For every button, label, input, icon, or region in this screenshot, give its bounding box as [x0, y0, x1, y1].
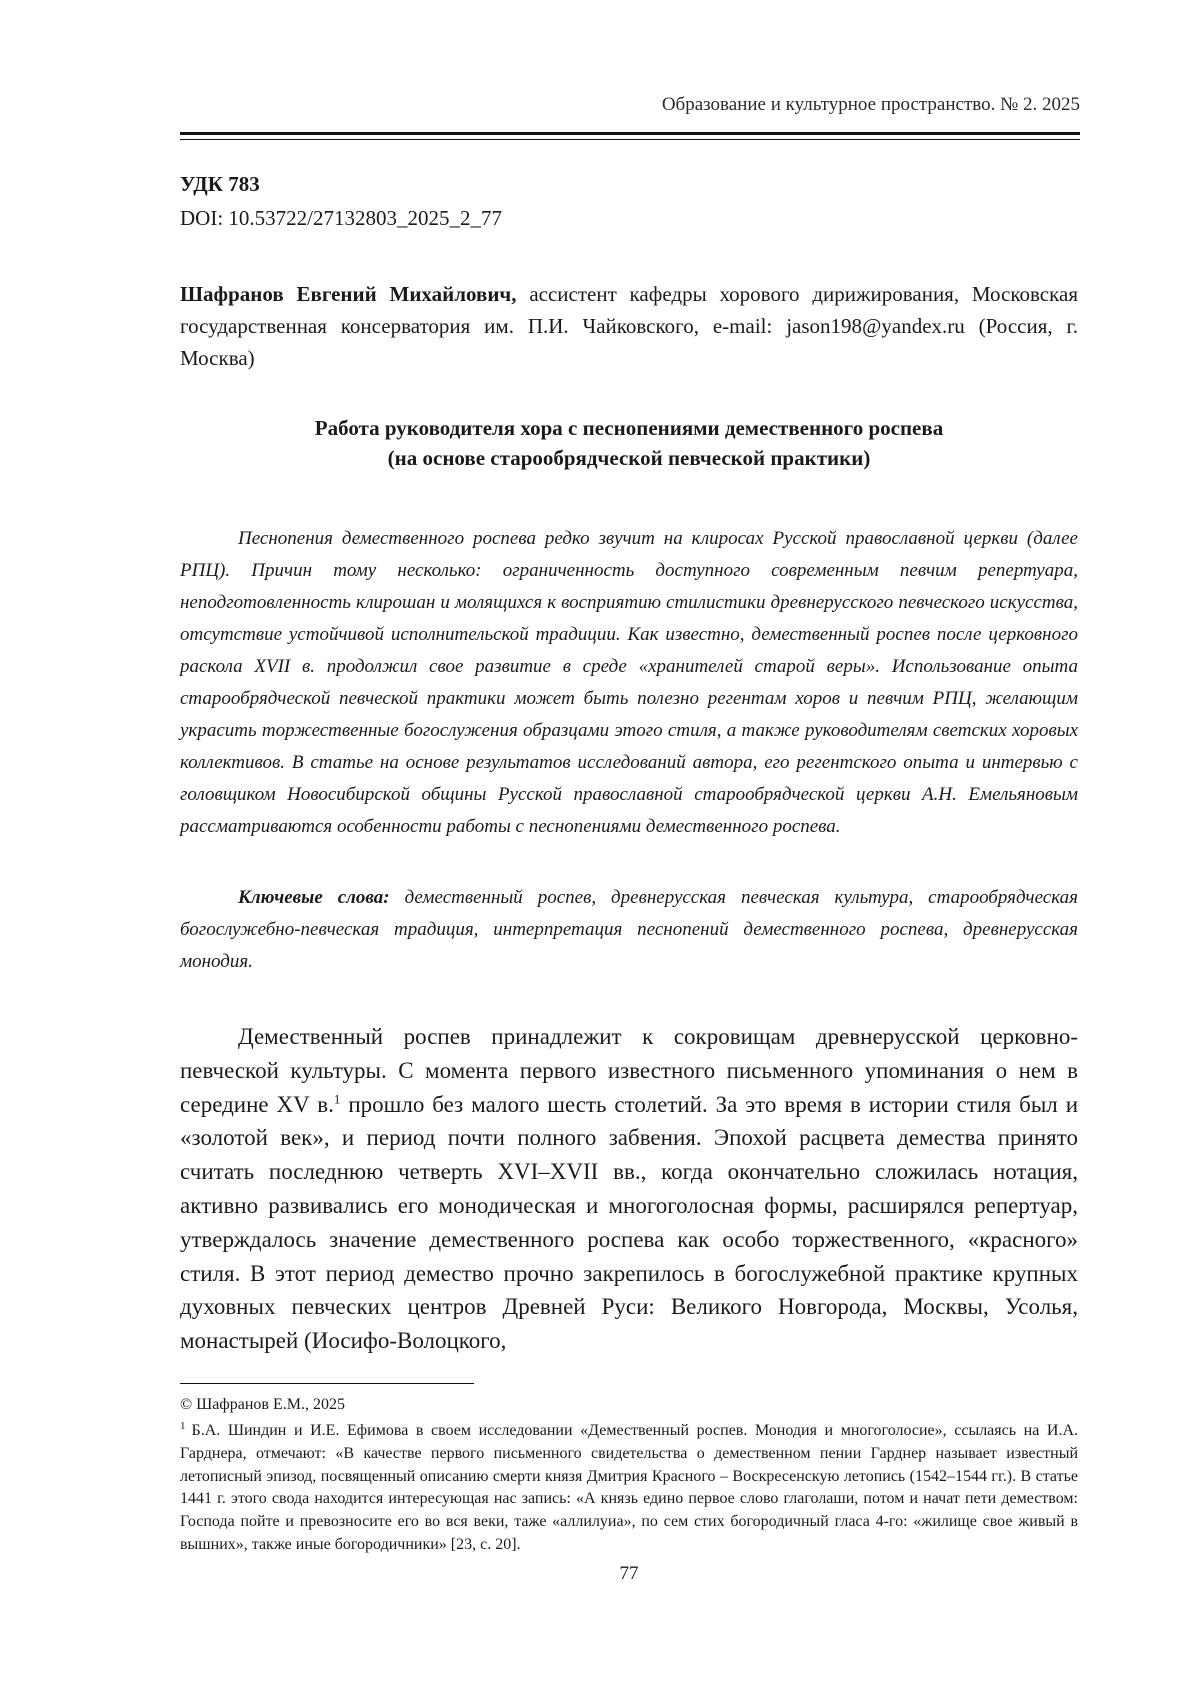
author-affiliation: ассистент кафедры хорового дирижирования, Московская государственная консерватория им. П.И. Чайковского, e-mail: jason198@yandex.ru (Россия, г. Москва): [180, 282, 1078, 370]
article-title: [180, 413, 1078, 473]
footnote-number: 1: [180, 1419, 186, 1432]
copyright-notice: © Шафранов Е.М., 2025: [180, 1396, 345, 1413]
body-text-part-2: прошло без малого шесть столетий. За это время в истории стиля был и «золотой век», и период почти полного забвения. Эпохой расцвета демества принято считать последнюю четверть XVI–XVII вв., когда окончательно сложилась нотация, активно развивались его монодическая и многоголосная формы, расширялся репертуар, утверждалось значение демественного роспева как особо торжественного, «красного» стиля. В этот период демество прочно закрепилось в богослужебной практике крупных духовных певческих центров Древней Руси: Великого Новгорода, Москвы, Усолья, монастырей (Иосифо-Волоцкого,: [180, 1091, 1079, 1354]
keywords-label: Ключевые слова:: [238, 887, 390, 908]
abstract: Песнопения демественного роспева редко звучит на клиросах Русской православной церкви (далее РПЦ). Причин тому несколько: ограниченность доступного современным певчим репертуара, неподготовленность клирошан и молящихся к восприятию стилистики древнерусского певческого искусства, отсутствие устойчивой исполнительской традиции. Как известно, демественный роспев после церковного раскола XVII в. продолжил свое развитие в среде «хранителей старой веры». Использование опыта старообрядческой певческой практики может быть полезно регентам хоров и певчим РПЦ, желающим украсить торжественные богослужения образцами этого стиля, а также руководителям светских хоровых коллективов. В статье на основе результатов исследований автора, его регентского опыта и интервью с головщиком Новосибирской общины Русской православной старообрядческой церкви А.Н. Емельяновым рассматриваются особенности работы с песнопениями демественного роспева.: [180, 528, 1078, 837]
body-text-part-1: Демественный роспев принадлежит к сокровищам древнерусской церковно-певческой культуры. С момента первого известного письменного упоминания о нем в середине XV в.: [180, 1024, 1078, 1117]
article-title-line-1: Работа руководителя хора с песнопениями демественного роспева: [314, 416, 944, 440]
author-name: Шафранов Евгений Михайлович,: [180, 282, 517, 306]
header-rule-thick: [180, 132, 1080, 135]
body-paragraph: [180, 1020, 1078, 1358]
footnote-text: Б.А. Шиндин и И.Е. Ефимова в своем исследовании «Демественный роспев. Монодия и многоголосие», ссылаясь на И.А. Гарднера, отмечают: «В качестве первого письменного свидетельства о демественном пении Гарднер называет известный летописный эпизод, посвященный описанию смерти князя Дмитрия Красного – Воскресенскую летопись (1542–1544 гг.). В статье 1441 г. этого свода находится интересующая нас запись: «А князь едино первое слово глаголаши, потом и начат пети демеством: Господа пойте и превозносите его во вся веки, таже «аллилуиа», по сем стих богородичный гласа 4-го: «жилище свое живый в вышних», также иные богородичники» [23, с. 20].: [180, 1422, 1078, 1553]
footnote-reference[interactable]: 1: [333, 1090, 341, 1106]
footnote-separator: [180, 1383, 474, 1384]
keywords-list: демественный роспев, древнерусская певческая культура, старообрядческая богослужебно-певческая традиция, интерпретация песнопений демественного роспева, древнерусская монодия.: [180, 887, 1078, 972]
keywords-block: [180, 882, 1078, 978]
running-head: Образование и культурное пространство. № 2. 2025: [661, 94, 1080, 115]
header-rule-thin: [180, 139, 1080, 140]
page-number: 77: [619, 1563, 639, 1584]
author-block: [180, 278, 1078, 374]
footnote: [180, 1420, 1078, 1557]
doi: DOI: 10.53722/27132803_2025_2_77: [180, 206, 502, 230]
udk-code: УДК 783: [180, 172, 260, 196]
article-title-line-2: (на основе старообрядческой певческой практики): [387, 446, 871, 470]
